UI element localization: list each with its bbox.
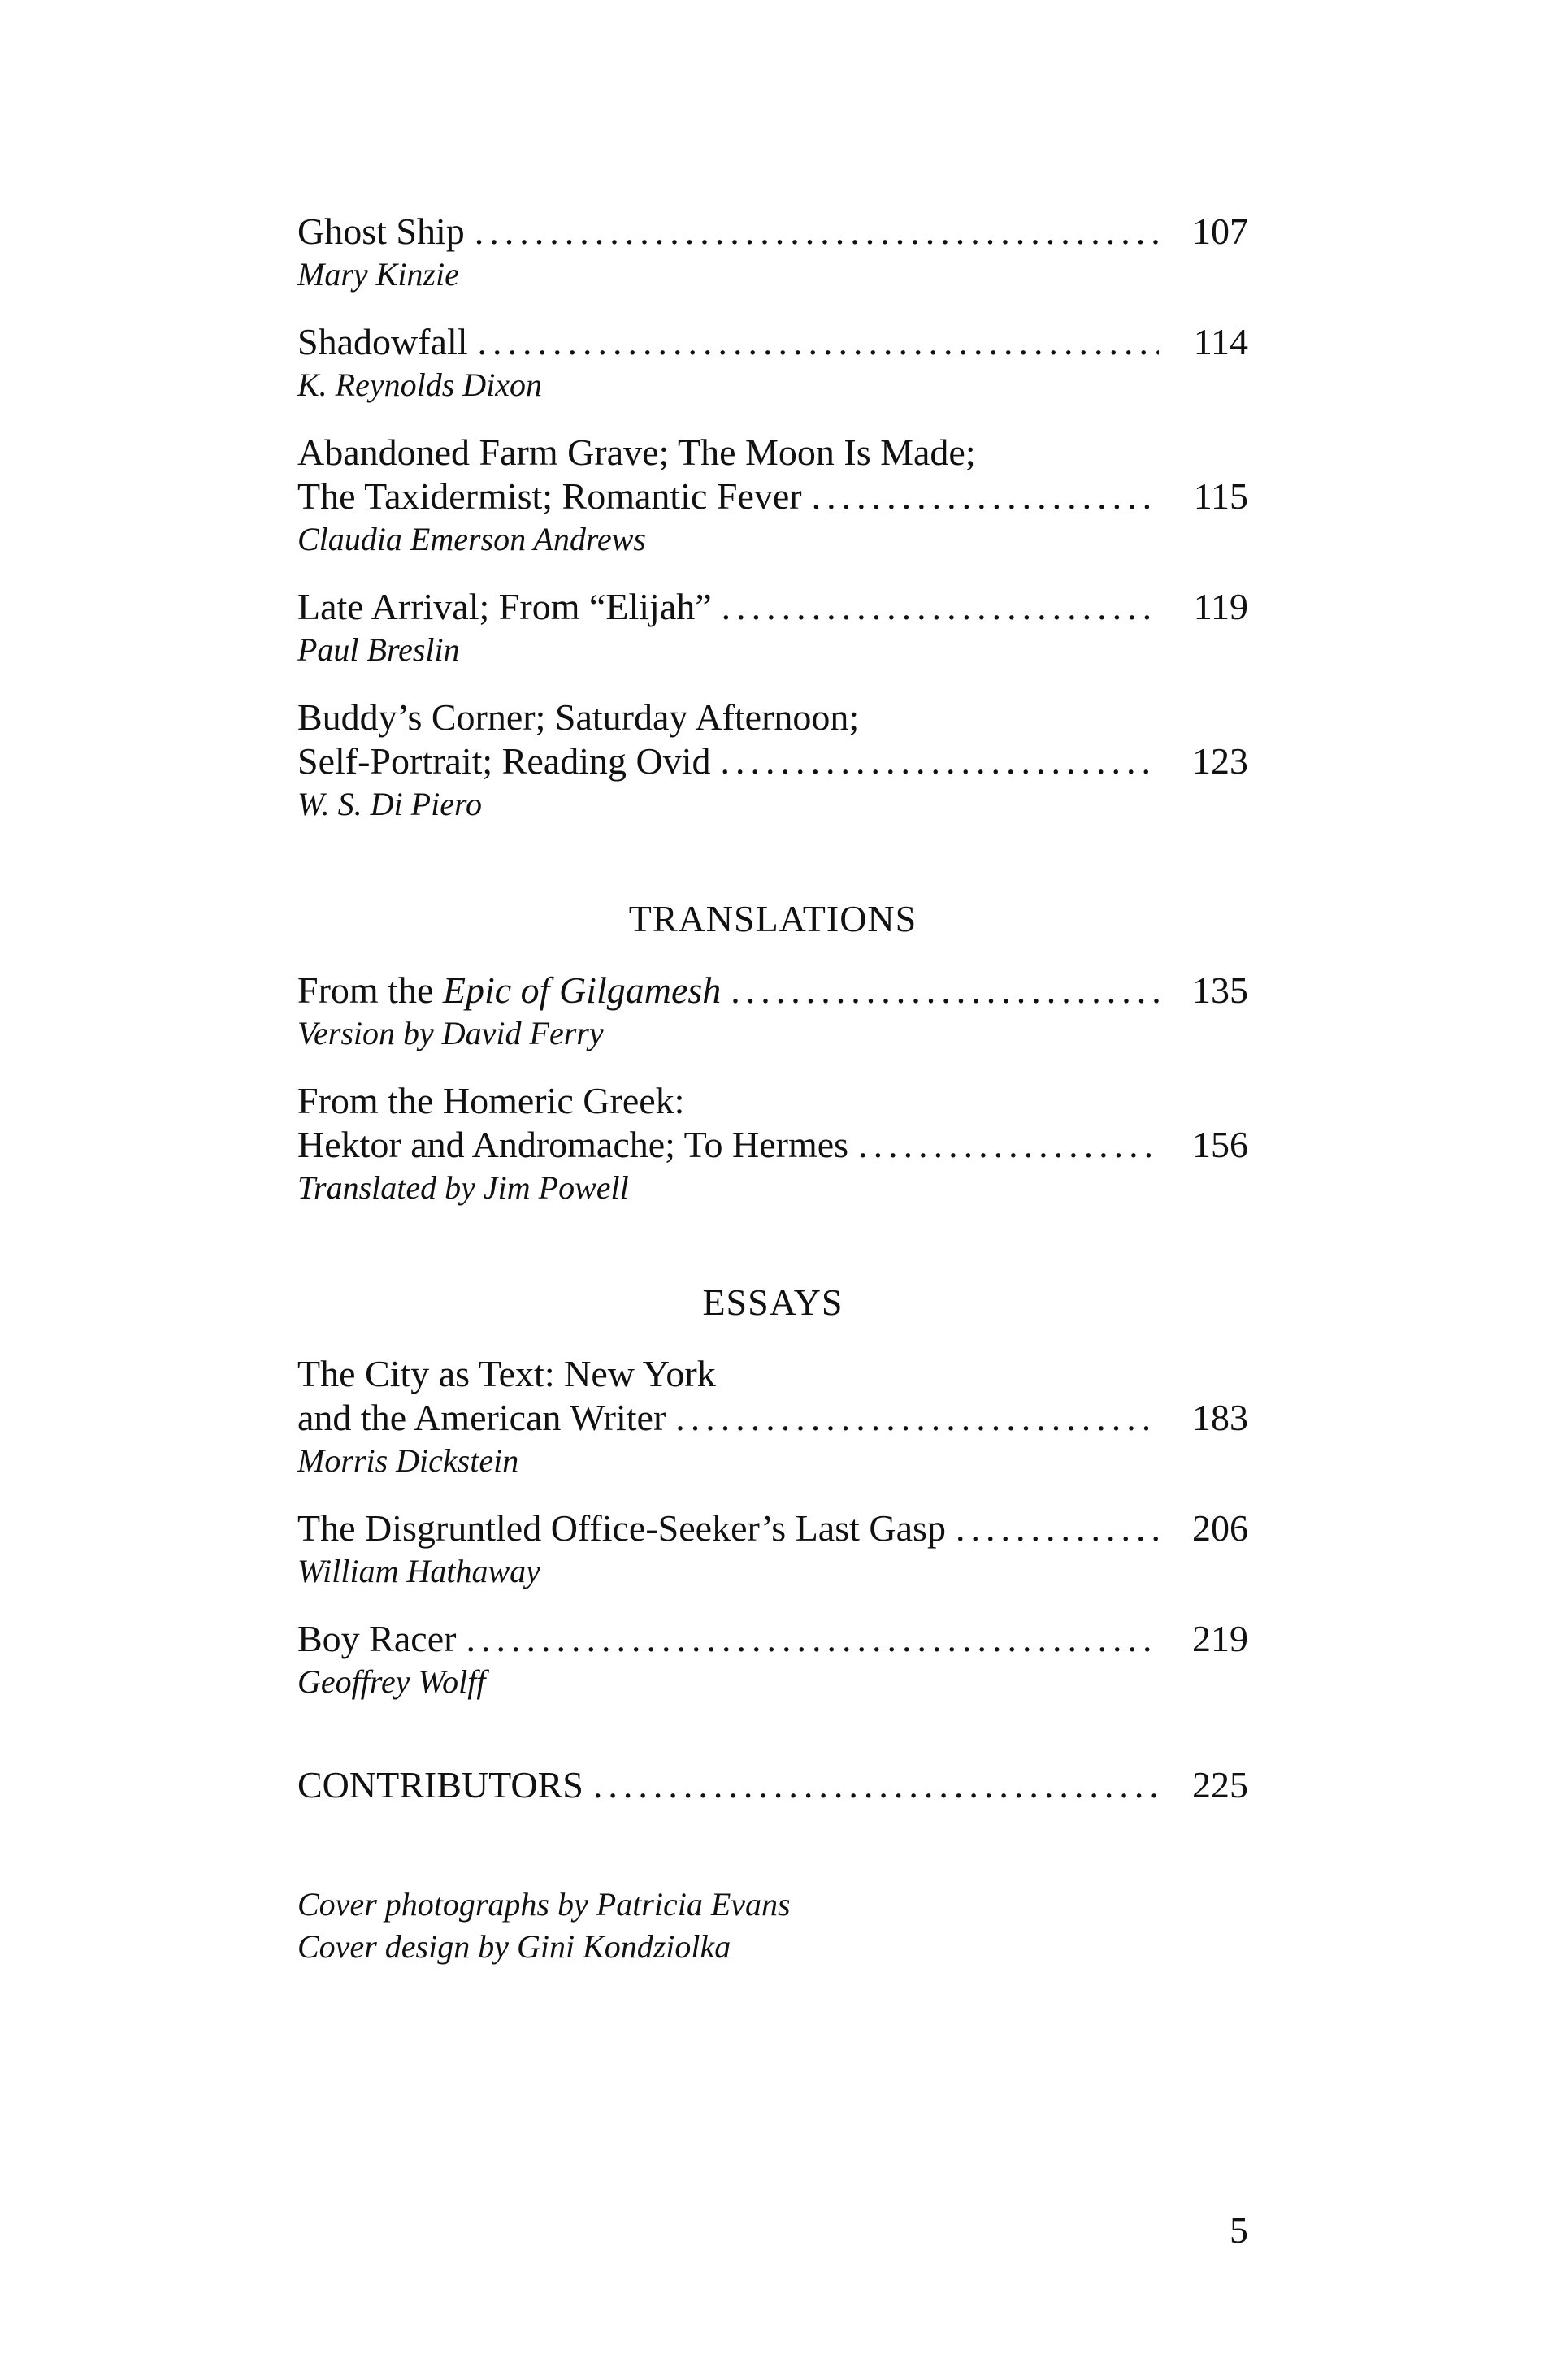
entry-author: William Hathaway — [297, 1553, 540, 1589]
entry-title: CONTRIBUTORS — [297, 1764, 583, 1806]
entry-title: Hektor and Andromache; To Hermes — [297, 1124, 849, 1165]
toc-row — [297, 320, 1248, 364]
dot-leader — [465, 210, 1159, 254]
toc-row — [297, 1763, 1248, 1807]
page-ref: 115 — [1193, 475, 1248, 517]
toc-entry-shadowfall — [297, 320, 1248, 406]
dot-leader — [712, 585, 1159, 629]
dot-leader — [721, 969, 1159, 1012]
entry-title-line1: Buddy’s Corner; Saturday Afternoon; — [297, 696, 860, 738]
toc-entry-abandoned-farm-grave — [297, 431, 1248, 561]
toc-entry-ghost-ship — [297, 210, 1248, 296]
page-ref: 123 — [1192, 740, 1248, 782]
entry-author: Morris Dickstein — [297, 1442, 519, 1479]
toc-entry-homeric-greek — [297, 1079, 1248, 1209]
entry-author: Translated by Jim Powell — [297, 1169, 629, 1206]
toc-entry-gilgamesh — [297, 969, 1248, 1055]
page-ref: 114 — [1193, 321, 1248, 362]
page-ref: 119 — [1193, 586, 1248, 627]
entry-author: K. Reynolds Dixon — [297, 366, 543, 403]
toc-row — [297, 585, 1248, 629]
section-heading-translations: TRANSLATIONS — [628, 898, 917, 939]
entry-author: Paul Breslin — [297, 631, 460, 668]
entry-title-prefix: From the — [297, 969, 443, 1011]
page-ref: 206 — [1192, 1507, 1248, 1549]
cover-design-credit: Cover design by Gini Kondziolka — [297, 1928, 731, 1965]
toc-row — [297, 1617, 1248, 1661]
toc-row — [297, 1123, 1248, 1167]
page-ref: 183 — [1192, 1397, 1248, 1438]
page-ref: 156 — [1192, 1124, 1248, 1165]
dot-leader — [456, 1617, 1159, 1661]
toc-entry-contributors — [297, 1763, 1248, 1807]
entry-title: Boy Racer — [297, 1618, 457, 1659]
page-ref: 135 — [1192, 969, 1248, 1011]
dot-leader — [666, 1396, 1159, 1440]
toc-row — [297, 210, 1248, 254]
entry-title: Self-Portrait; Reading Ovid — [297, 740, 711, 782]
toc-entry-buddys-corner — [297, 696, 1248, 826]
entry-author: Claudia Emerson Andrews — [297, 521, 646, 557]
entry-title-line1: From the Homeric Greek: — [297, 1080, 685, 1121]
entry-title: and the American Writer — [297, 1397, 666, 1438]
entry-title: Shadowfall — [297, 321, 468, 362]
toc-row — [297, 969, 1248, 1012]
dot-leader — [468, 320, 1159, 364]
entry-title-line1: Abandoned Farm Grave; The Moon Is Made; — [297, 431, 976, 473]
table-of-contents — [297, 210, 1248, 1968]
page-number: 5 — [1230, 2209, 1248, 2251]
entry-title-line1: The City as Text: New York — [297, 1353, 716, 1394]
entry-author: Version by David Ferry — [297, 1015, 604, 1051]
entry-title-italic: Epic of Gilgamesh — [442, 969, 722, 1011]
page-ref: 107 — [1192, 210, 1248, 252]
dot-leader — [710, 739, 1159, 783]
toc-row — [297, 1396, 1248, 1440]
toc-row — [297, 1506, 1248, 1550]
entry-title: Ghost Ship — [297, 210, 465, 252]
toc-entry-boy-racer — [297, 1617, 1248, 1703]
entry-author: Geoffrey Wolff — [297, 1663, 486, 1700]
toc-row — [297, 475, 1248, 518]
dot-leader — [583, 1763, 1159, 1807]
toc-entry-late-arrival — [297, 585, 1248, 671]
entry-title: The Disgruntled Office-Seeker’s Last Gasp — [297, 1507, 946, 1549]
entry-title — [297, 969, 721, 1012]
entry-author: Mary Kinzie — [297, 256, 459, 293]
cover-photographs-credit: Cover photographs by Patricia Evans — [297, 1886, 791, 1923]
dot-leader — [848, 1123, 1159, 1167]
dot-leader — [946, 1506, 1159, 1550]
toc-entry-office-seeker — [297, 1506, 1248, 1593]
entry-author: W. S. Di Piero — [297, 786, 483, 822]
toc-entry-city-as-text — [297, 1352, 1248, 1482]
entry-title: Late Arrival; From “Elijah” — [297, 586, 712, 627]
dot-leader — [802, 475, 1159, 518]
page-ref: 219 — [1192, 1618, 1248, 1659]
entry-title: The Taxidermist; Romantic Fever — [297, 475, 802, 517]
toc-row — [297, 739, 1248, 783]
section-heading-essays: ESSAYS — [702, 1281, 844, 1323]
page-ref: 225 — [1192, 1764, 1248, 1806]
